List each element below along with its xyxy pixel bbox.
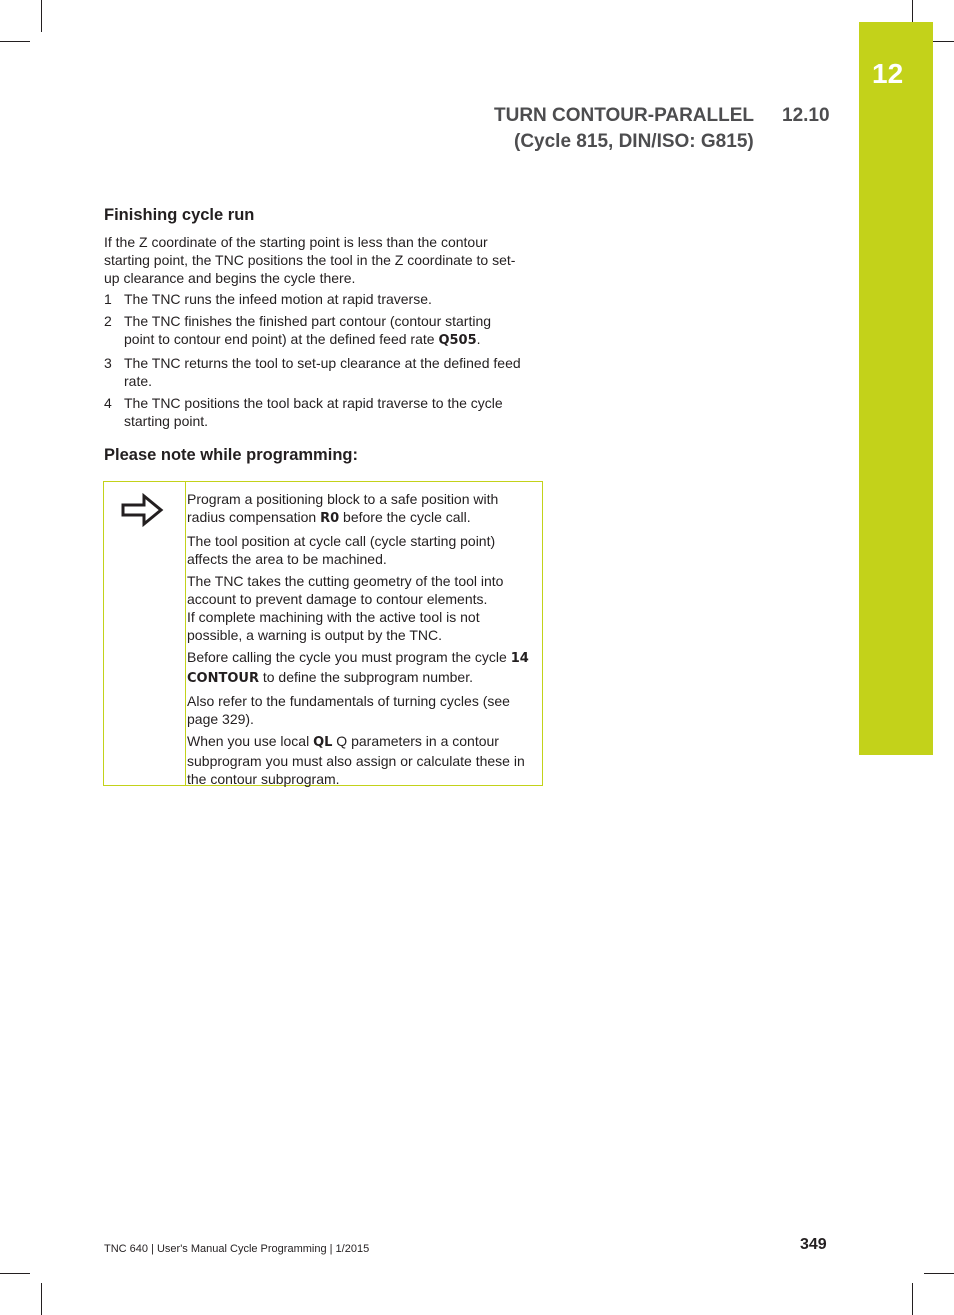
section-heading-finishing: Finishing cycle run — [104, 206, 255, 224]
note-text: If complete machining with the active tool is not possible, a warning is output by the TNC. — [187, 609, 480, 643]
note-paragraph: The tool position at cycle call (cycle starting point) affects the area to be machined. — [187, 533, 496, 567]
step-line: starting point. — [124, 413, 209, 429]
note-paragraph — [187, 490, 537, 528]
list-item — [104, 394, 544, 430]
note-text: Program a positioning block to a safe position with radius compensation — [187, 491, 499, 525]
section-heading-note: Please note while programming: — [104, 446, 358, 464]
step-line: rate. — [124, 373, 153, 389]
step-number: 3 — [104, 355, 112, 371]
note-divider — [185, 482, 186, 785]
steps-list — [104, 290, 544, 434]
crop-mark — [41, 0, 42, 32]
crop-mark — [912, 1283, 913, 1315]
list-item — [104, 290, 544, 308]
footer-text: TNC 640 | User's Manual Cycle Programming | 1/2015 — [104, 1243, 370, 1255]
note-text: to define the subprogram number. — [258, 669, 473, 685]
list-item — [104, 354, 544, 390]
step-number: 2 — [104, 313, 112, 329]
step-line: The TNC returns the tool to set-up clearance at the defined feed — [124, 355, 521, 371]
intro-paragraph — [104, 233, 544, 287]
chapter-number: 12 — [872, 58, 904, 89]
note-box — [103, 481, 543, 786]
header-title-line2: (Cycle 815, DIN/ISO: G815) — [514, 131, 754, 152]
step-line: The TNC finishes the finished part contour (contour starting — [124, 313, 492, 329]
crop-mark — [41, 1283, 42, 1315]
note-text: Q parameters in a contour subprogram you must also assign or calculate these in the contour subprogram. — [187, 733, 525, 787]
page-number: 349 — [800, 1236, 827, 1253]
code-r0: R0 — [320, 511, 340, 526]
note-paragraph — [187, 732, 537, 788]
step-tail: . — [476, 331, 481, 347]
note-text: before the cycle call. — [339, 509, 471, 525]
code-ql: QL — [313, 735, 333, 750]
note-body — [187, 490, 537, 792]
note-text: Before calling the cycle you must program the cycle — [187, 649, 511, 665]
list-item — [104, 312, 544, 350]
step-number: 4 — [104, 395, 112, 411]
code-14-contour: 14 CONTOUR — [187, 651, 529, 686]
step-text: The TNC runs the infeed motion at rapid traverse. — [124, 291, 432, 307]
intro-line: starting point, the TNC positions the tool in the Z coordinate to set- — [104, 252, 516, 268]
crop-mark — [912, 0, 913, 22]
note-text: When you use local — [187, 733, 314, 749]
chapter-tab — [859, 22, 933, 755]
crop-mark — [0, 1273, 30, 1274]
step-line: point to contour end point) at the defined feed rate — [124, 331, 439, 347]
header-title-line1: TURN CONTOUR-PARALLEL — [494, 105, 754, 126]
header-section-number: 12.10 — [782, 105, 830, 126]
crop-mark — [924, 1273, 954, 1274]
note-paragraph: Also refer to the fundamentals of turning cycles (see page 329). — [187, 693, 510, 727]
code-q505: Q505 — [438, 333, 477, 348]
step-text — [124, 354, 544, 390]
step-number: 1 — [104, 291, 112, 307]
note-text: The TNC takes the cutting geometry of the tool into account to prevent damage to contour elements. — [187, 573, 504, 607]
intro-line: up clearance and begins the cycle there. — [104, 270, 356, 286]
note-paragraph — [187, 572, 537, 644]
note-paragraph — [187, 648, 537, 688]
arrow-right-outline-icon — [120, 492, 164, 528]
intro-line: If the Z coordinate of the starting point is less than the contour — [104, 234, 488, 250]
crop-mark — [0, 41, 30, 42]
step-line: The TNC positions the tool back at rapid traverse to the cycle — [124, 395, 503, 411]
step-text — [124, 394, 544, 430]
step-text — [124, 312, 544, 350]
